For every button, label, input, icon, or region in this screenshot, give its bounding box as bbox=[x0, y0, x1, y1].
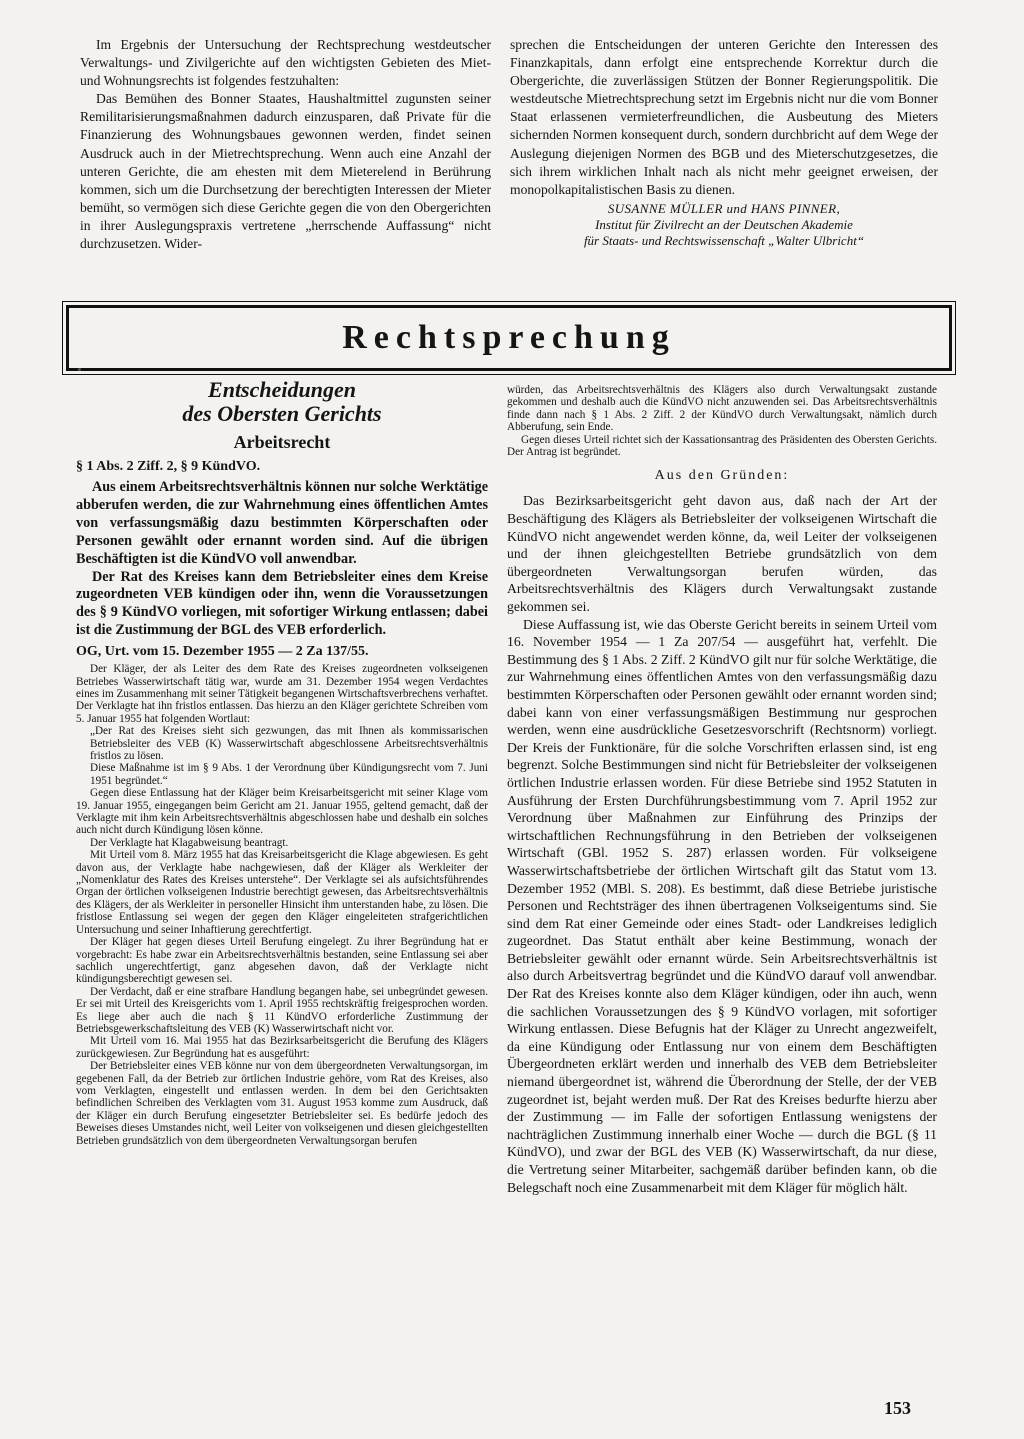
print-speck bbox=[78, 368, 81, 371]
right-column bbox=[507, 384, 937, 1196]
body-paragraph: Das Bemühen des Bonner Staates, Haushaltmittel zugunsten seiner Remilitarisierungsmaßnahmen dadurch einzusparen, daß Private für die Finanzierung des Wohnungsbaues gewonnen werden, findet seinen Ausdruck auch in der Mietrechtsprechung. Wenn auch eine Anzahl der unteren Gerichte, die am ehesten mit dem Mieterelend in Berührung kommen, sich um die Durchsetzung der berechtigten Interessen der Mieter bemüht, so vermögen sich diese Gerichte gegen die von den Obergerichten in ihrer Auslegungspraxis vertretene „herrschende Auffassung“ nicht durchzusetzen. Wider- bbox=[80, 91, 491, 252]
headnote bbox=[76, 479, 488, 640]
facts-paragraph: Der Kläger, der als Leiter des dem Rate des Kreises zugeordneten volkseigenen Betriebes Wasserwirtschaft tätig war, wurde am 31. Dezember 1954 wegen Verdachtes eines im Zusammenhang mit seiner Tätigkeit begangenen Wirtschaftsverbrechens verhaftet. Der Verklagte hat ihn fristlos entlassen. Das hierzu an den Kläger gerichtete Schreiben vom 5. Januar 1955 hat folgenden Wortlaut: bbox=[76, 663, 488, 725]
facts-paragraph: Der Kläger hat gegen dieses Urteil Berufung eingelegt. Zu ihrer Begründung hat er vorgebracht: Es habe zwar ein Arbeitsrechtsverhältnis bestanden, seine Entlassung sei aber sachlich ungerechtfertigt, ganz abgesehen davon, daß der Verklagte nicht kündigungsberechtigt gewesen sei. bbox=[76, 936, 488, 986]
continuation-paragraph: sprechen die Entscheidungen der unteren Gerichte den Interessen des Finanzkapitals, dann erfolgt eine entsprechende Korrektur durch die Obergerichte, die zuverlässigen Stützen der Bonner Regierungspolitik. Die westdeutsche Mietrechtsprechung setzt im Ergebnis nicht nur die vom Bonner Staat erlassenen vermieterfreundlichen, die Ausbeutung des Mieters sichernden Normen konsequent durch, sondern durchbricht auf dem Wege der Auslegung diejenigen Normen des BGB und des Mieterschutzgesetzes, die sich ihrem wirklichen Inhalt nach als nicht mehr geeignet erweisen, der monopolkapitalistischen Basis zu dienen. bbox=[510, 37, 938, 197]
facts-paragraph: Gegen dieses Urteil richtet sich der Kassationsantrag des Präsidenten des Obersten Gerichts. Der Antrag ist begründet. bbox=[507, 433, 937, 459]
intro-paragraph: Im Ergebnis der Untersuchung der Rechtsprechung westdeutscher Verwaltungs- und Zivilgerichte auf den wichtigsten Gebieten des Miet- und Wohnungsrechts ist folgendes festzuhalten: bbox=[80, 37, 491, 89]
reasons-block bbox=[507, 492, 937, 1196]
facts-paragraph: Mit Urteil vom 8. März 1955 hat das Kreisarbeitsgericht die Klage abgewiesen. Es geht davon aus, der Verklagte habe nachgewiesen, daß der Kläger als Werkleiter der „Nomenklatur des Rates des Kreises unterstehe“. Der Verklagte sei als aufsichtsführendes Organ der örtlichen volkseigenen Industrie berechtigt gewesen, das Arbeitsrechtsverhältnis des Klägers, der als Werkleiter in personeller Hinsicht ihm unterstanden habe, zu lösen. Die fristlose Entlassung sei wegen der gegen den Kläger eingeleiteten strafgerichtlichen Untersuchung und seiner Inhaftierung gerechtfertigt. bbox=[76, 849, 488, 936]
judgment-citation: OG, Urt. vom 15. Dezember 1955 — 2 Za 137/55. bbox=[76, 644, 369, 660]
facts-paragraph: Der Verdacht, daß er eine strafbare Handlung begangen habe, sei unbegründet gewesen. Er sei mit Urteil des Kreisgerichts vom 1. April 1955 rechtskräftig freigesprochen worden. Es liege aber auch die nach § 11 KündVO erforderliche Zustimmung der Betriebsgewerkschaftsleitung des VEB (K) Wasserwirtschaft nicht vor. bbox=[76, 985, 488, 1035]
facts-paragraph: Der Betriebsleiter eines VEB könne nur von dem übergeordneten Verwaltungsorgan, im gegebenen Fall, da der Betrieb zur örtlichen Industrie gehöre, vom Rat des Kreises, also vom Verklagten, eingestellt und entlassen werden. In dem bei den Gerichtsakten befindlichen Schreiben des Verklagten vom 31. August 1953 komme zum Ausdruck, daß der Kläger ein durch Berufung eingesetzter Betriebsleiter sei. Es bedürfe jedoch des Beweises dieses Umstandes nicht, weil Leiter von volkseigenen und diesen gleichgestellten Betrieben grundsätzlich von dem übergeordneten Verwaltungsorgan berufen bbox=[76, 1060, 488, 1147]
heading-line: des Obersten Gerichts bbox=[182, 401, 382, 426]
headnote-paragraph: Der Rat des Kreises kann dem Betriebsleiter eines dem Kreise zugeordneten VEB kündigen oder ihn, wenn die Voraussetzungen des § 9 KündVO vorliegen, mit sofortiger Wirkung entlassen; dabei ist die Zustimmung der BGL des VEB erforderlich. bbox=[76, 568, 488, 639]
reasons-paragraph: Diese Auffassung ist, wie das Oberste Gericht bereits in seinem Urteil vom 16. November 1954 — 1 Za 207/54 — ausgeführt hat, verfehlt. Die Bestimmung des § 1 Abs. 2 Ziff. 2 KündVO gilt nur für solche Werktätige, die zur Wahrnehmung eines öffentlichen Amtes von den verfassungsmäßig dazu bestimmten Körperschaften oder Personen gewählt oder ernannt worden sind; dabei kann von einer verfassungsmäßigen Bestimmung nur gesprochen werden, wenn eine ausdrückliche Gesetzesvorschrift (Rechtsnorm) vorliegt. Der Kreis der Funktionäre, für die solche Vorschriften erlassen sind, ist eng begrenzt. Solche Bestimmungen sind nicht für Betriebsleiter der volkseigenen örtlichen Industrie erlassen worden. Für diese Betriebe sind 1952 Statuten in Ausführung der Ersten Durchführungsbestimmung vom 7. April 1952 zur Verordnung über Maßnahmen zur Einführung des Prinzips der wirtschaftlichen Rechnungsführung in den Betrieben der volkseigenen Wirtschaft (GBl. 1952 S. 287) erlassen worden. Für volkseigene Wasserwirtschaftsbetriebe der örtlichen Wirtschaft gilt das Statut vom 13. Dezember 1952 (MBl. S. 208). Es bestimmt, daß diese Betriebe juristische Personen und Rechtsträger des ihnen übertragenen Volkseigentums sind. Sie sind dem Rat einer Gemeinde oder eines Stadt- oder Landkreises lediglich zugeordnet. Das Statut enthält aber keine Bestimmung, wonach der Betriebsleiter gewählt oder ernannt würde. Sein Arbeitsrechtsverhältnis ist also durch Arbeitsvertrag begründet und die KündVO darauf voll anwendbar. Der Rat des Kreises konnte also dem Kläger kündigen, oder ihn auch, wenn die sachlichen Voraussetzungen des § 9 KündVO vorlagen, mit sofortiger Wirkung entlassen. Diese Befugnis hat der Kläger zu Unrecht angezweifelt, da eine Kündigung oder Entlassung nur von einem dem Beschäftigten Übergeordneten erklärt werden und innerhalb des VEB dem Betriebsleiter niemand übergeordnet ist, während die Überordnung der Stelle, der der VEB zugeordnet ist, bejaht werden muß. Der Rat des Kreises bedurfte hierzu aber der Zustimmung — im Falle der sofortigen Entlassung wenigstens der nachträglichen Zustimmung innerhalb einer Woche — durch die BGL (§ 11 KündVO), und zwar der BGL des VEB (K) Wasserwirtschaft, da nur diese, die Vertretung seiner Mitarbeiter, sachgemäß darüber befinden kann, ob die Belegschaft noch eine Zusammenarbeit mit dem Kläger für möglich hält. bbox=[507, 616, 937, 1195]
author-signature bbox=[510, 201, 938, 249]
section-heading bbox=[76, 378, 488, 426]
subsection-heading: Arbeitsrecht bbox=[233, 432, 331, 452]
headnote-paragraph: Aus einem Arbeitsrechtsverhältnis können nur solche Werktätige abberufen werden, die zur Wahrnehmung eines öffentlichen Amtes von verfassungsmäßig dazu bestimmten Körperschaften oder Personen gewählt oder ernannt worden sind. Auf die übrigen Beschäftigten ist die KündVO voll anwendbar. bbox=[76, 479, 488, 567]
quoted-letter: Diese Maßnahme ist im § 9 Abs. 1 der Verordnung über Kündigungsrecht vom 7. Juni 1951 begründet.“ bbox=[90, 762, 488, 787]
facts-paragraph: Der Verklagte hat Klagabweisung beantragt. bbox=[90, 836, 289, 849]
facts-paragraph: Gegen diese Entlassung hat der Kläger beim Kreisarbeitsgericht mit seiner Klage vom 19. Januar 1955, eingegangen beim Gericht am 21. Januar 1955, geltend gemacht, daß der Verklagte mit ihm kein Arbeitsrechtsverhältnis abgeschlossen habe und deshalb ein solches auch nicht durch Kündigung lösen könne. bbox=[76, 787, 488, 837]
facts-paragraph: Mit Urteil vom 16. Mai 1955 hat das Bezirksarbeitsgericht die Berufung des Klägers zurückgewiesen. Zur Begründung hat es ausgeführt: bbox=[76, 1035, 488, 1060]
author-names: SUSANNE MÜLLER und HANS PINNER, bbox=[607, 200, 841, 216]
reasons-heading: Aus den Gründen: bbox=[654, 468, 790, 484]
page-number: 153 bbox=[884, 1398, 911, 1418]
top-left-column bbox=[80, 36, 491, 253]
facts-continuation bbox=[507, 384, 937, 458]
facts-block bbox=[76, 663, 488, 1147]
top-right-column bbox=[510, 36, 938, 249]
institute-line: für Staats- und Rechtswissenschaft „Walter Ulbricht“ bbox=[583, 232, 865, 248]
quoted-letter: „Der Rat des Kreises sieht sich gezwungen, das mit Ihnen als kommissarischen Betriebsleiter des VEB (K) Wasserwirtschaft abgeschlossene Arbeitsrechtsverhältnis fristlos zu lösen. bbox=[90, 725, 488, 762]
section-title: Rechtsprechung bbox=[342, 319, 676, 356]
heading-line: Entscheidungen bbox=[208, 377, 356, 402]
section-title-banner bbox=[66, 305, 952, 371]
left-column bbox=[76, 378, 488, 1147]
reasons-paragraph: Das Bezirksarbeitsgericht geht davon aus, daß nach der Art der Beschäftigung des Klägers als Betriebsleiter der volkseigenen Wirtschaft die KündVO nicht angewendet werden könne, da, weil Leiter der volkseigenen und der ihnen gleichgestellten Betriebe grundsätzlich von dem übergeordneten Verwaltungsorgan berufen würden, das Arbeitsrechtsverhältnis des Klägers durch Verwaltungsakt zustande gekommen sei. bbox=[507, 493, 937, 614]
institute-line: Institut für Zivilrecht an der Deutschen Akademie bbox=[595, 216, 853, 232]
statute-reference: § 1 Abs. 2 Ziff. 2, § 9 KündVO. bbox=[76, 459, 261, 474]
facts-paragraph: würden, das Arbeitsrechtsverhältnis des Klägers also durch Verwaltungsakt zustande gekommen und deshalb auch die KündVO nicht anzuwenden sei. Das Arbeitsrechtsverhältnis finde dann nach § 1 Abs. 2 Ziff. 2 der KündVO durch Verwaltungsakt, nämlich durch Abberufung, sein Ende. bbox=[507, 384, 937, 434]
